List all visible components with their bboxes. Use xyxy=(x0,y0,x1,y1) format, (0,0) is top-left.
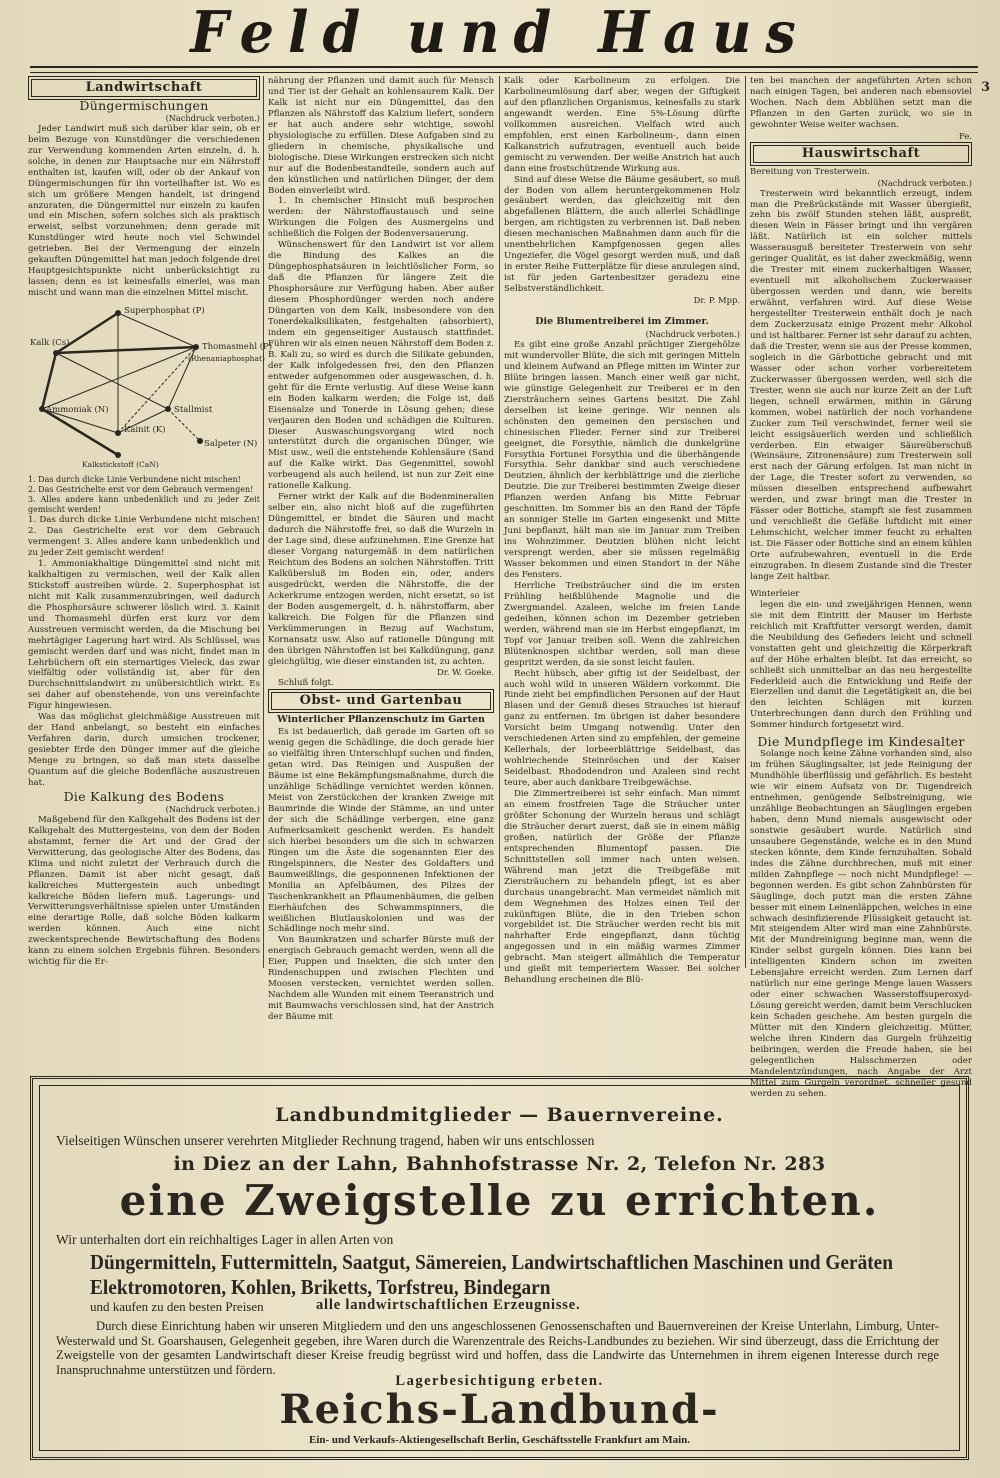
article-paragraph: Herrliche Treibsträucher sind die im ersten Frühling heißblühende Magnolie und die Zwergmandel. Azaleen, welche im freien Lande gedeihen, können schon im Dezember getrieben werden, während man sie im Herbst eingepflanzt, im Topf vor Januar treiben soll. Wenn die zahlreichen Blütenknospen sichtbar werden, soll man diese gespritzt werden, da sie sonst leicht faulen. xyxy=(504,580,740,668)
article-paragraph: Jeder Landwirt muß sich darüber klar sein, ob er beim Bezuge von Kunstdünger die verschiedenen zur Verwendung kommenden Arten einzeln, d. h. solche, in denen zur Hauptsache nur ein Nährstoff enthalten ist, kaufen will, oder ob der Ankauf von Düngermischungen für ihn vorteilhafter ist. Wo es sich um größere Mengen handelt, ist dringend anzuraten, die Düngermittel nur einzeln zu kaufen und ein Mischen, sofern solches sich als praktisch erweist, selbst vorzunehmen; denn gerade mit Kunstdünger wird heute noch viel Schwindel getrieben. Bei der Vermengung der einzeln gekauften Düngemittel hat man jedoch folgende drei Hauptgesichtspunkte nicht unberücksichtigt zu lassen; denn es ist keinesfalls einerlei, was man mischt und wann man die einzelnen Mittel mischt. xyxy=(28,123,260,299)
reprint-note: (Nachdruck verboten.) xyxy=(645,329,740,340)
article-title: Bereitung von Tresterwein. xyxy=(750,166,870,177)
advertisement-frame xyxy=(39,1085,960,1451)
label-kalkstickstoff: Kalkstickstoff (CaN) xyxy=(82,460,159,470)
ad-company-name: Reichs-Landbund- xyxy=(279,1386,720,1433)
column-divider xyxy=(499,76,500,968)
diagram-legend: 3. Alles andere kann unbedenklich und zu jeder Zeit gemischt werden! xyxy=(28,495,260,515)
label-thomasmehl: Thomasmehl (P) xyxy=(202,342,273,353)
label-kalk: Kalk (Cs) xyxy=(30,338,70,349)
reprint-note: (Nachdruck verboten.) xyxy=(165,803,260,814)
masthead-rule xyxy=(30,66,978,73)
ad-product-list: Düngermitteln, Futtermitteln, Saatgut, Sämereien, Landwirtschaftlichen Maschinen und Geräten xyxy=(90,1250,893,1274)
article-paragraph: Tresterwein wird bekanntlich erzeugt, indem man die Preßrückstände mit Wasser übergießt, zehn bis zwölf Stunden stehen läßt, auspreßt, diesen Wein in Fässer bringt und ihn vergären läßt. Natürlich ist ein solcher mittels Wasserausguß bereiteter Tresterwein von sehr geringer Qualität, es ist daher zweckmäßig, wenn die Trester mit einem zuckerhaltigen Wasser, eventuell mit alkoholischem Zuckerwasser übergossen werden und dann, wie bereits erwähnt, verfahren wird. Auf diese Weise hergestellter Tresterwein enthält doch je nach dem Zuckerzusatz einige Prozent mehr Alkohol und ist haltbarer. Ferner ist sehr darauf zu achten, daß die Trester, wenn sie aus der Presse kommen, sogleich in die Gärbottiche gebracht und mit Wasser oder schon vorher vorbereitetem Zuckerwasser übergossen werden, weil sich die Trester, wenn sie auch nur kurze Zeit an der Luft liegen, schnell erwärmen, mithin in Gärung kommen, wobei natürlich der noch vorhandene Zucker zum Teil verschwindet, ferner weil sie leicht essigsäuerlich werden und schließlich verderben. Ein etwaiger Säureüberschuß (Weinsäure, Zitronensäure) zum Tresterwein soll erst nach der Gärung erfolgen. Ist man nicht in der Lage, die Trester sofort zu verwenden, so müssen dieselben entsprechend aufbewahrt werden, und zwar bringt man die Trester in Fässer oder Bottiche, stampft sie fest zusammen und verschließt die Gefäße luftdicht mit einer Lehmschicht, welcher immer feucht zu erhalten ist. Die Fässer oder Bottiche sind an einem kühlen Orte aufzubewahren, eventuell in die Erde einzugraben. In diesem Zustande sind die Trester lange Zeit haltbar. xyxy=(750,188,972,582)
article-paragraph: Es gibt eine große Anzahl prächtiger Ziergehölze mit wundervoller Blüte, die sich mit geringen Mitteln und kleinem Aufwand an Pflege mitten im Winter zur Blüte bringen lassen. Manch einer weiß gar nicht, wie günstige Gelegenheit zur Treiberei er in den Ziersträuchern seines Gartens besitzt. Die Zahl derselben ist keine geringe. Wir nennen als schönsten den gemeinen den persischen und chinesischen Flieder. Ferner sind zur Treiberei geeignet, die Forsythie, nämlich die dunkelgrüne Forsythia Fortunei Forsythia und die überhängende Forsythia. Sehr dankbar sind auch verschiedene Deutzien, ähnlich der kerbblättrige und die zierliche Deutzie. Die zur Treiberei bestimmten Zweige dieser Pflanzen werden Anfang bis Mitte Februar geschnitten. Im Sommer bis an den Rand der Töpfe an sonniger Stelle im Garten eingesenkt und Mitte Juni bepflanzt, hält man sie im Januar zum Treiben ins Wohnzimmer. Deutzien blühen nicht leicht versprengt werden, aber sie müssen regelmäßig Wasser bekommen und einen Standort in der Nähe des Fensters. xyxy=(504,339,740,580)
article-paragraph: Es ist bedauerlich, daß gerade im Garten oft so wenig gegen die Schädlinge, die doch gerade hier so vielfältig ihren Unterschlupf suchen und finden, getan wird. Das Reinigen und Auspußen der Bäume ist eine Bekämpfungsmaßnahme, durch die unzählige Schädlinge vernichtet werden können. Meist von Zerstückchen der kranken Zweige mit Baumrinde die Winde der Stämme, an und unter der sich die Schädlinge verbergen, eine ganz Aufmerksamkeit geschenkt werden. Es handelt sich hierbei besonders um die sich in schwarzen Ringen um die Äste die sogenannten Eier des Ringelspinners, die Nester des Goldafters und Baumweißlings, die gesponnenen Infektionen der Monilia an Apfelbäumen, des Pilzes der Taschenkrankheit an Pflaumenbäumen, die gelben Eierhäufchen des Schwammspinners, die weißlichen Blutlauskolonien und was der Schädlinge noch mehr sind. xyxy=(268,727,494,935)
author-signature: Dr. W. Goeke. xyxy=(437,667,494,678)
label-superphosphat: Superphosphat (P) xyxy=(124,306,205,317)
section-heading-landwirtschaft: Landwirtschaft xyxy=(31,79,257,97)
label-kainit: Kainit (K) xyxy=(124,425,166,436)
section-heading-obst-gartenbau: Obst- und Gartenbau xyxy=(271,692,491,710)
article-paragraph: legen die ein- und zweijährigen Hennen, wenn sie mit dem Eintritt der Mauser im Herbste reichlich mit Kraftfutter versorgt werden, damit die Neubildung des Gefieders leicht und schnell vonstatten geht und gleichzeitig die Körperkraft auf der Höhe erhalten bleibt. Ist das erreicht, so schließt sich unmittelbar an das neu hergestellte Federkleid auch die Entwicklung und Reife der Eierzellen und damit die Legetätigkeit an, die bei den leichten Schlägen mit kurzen Unterbrechungen dann durch den Frühling und Sommer hindurch fortgesetzt wird. xyxy=(750,599,972,731)
rules-text: 1. Das durch dicke Linie Verbundene nicht mischen! 2. Das Gestrichelte erst vor dem Gebrauch vermengen! 3. Alles andere kann unbedenklich und zu jeder Zeit gemischt werden! xyxy=(28,515,260,558)
article-paragraph: 1. Ammoniakhaltige Düngemittel sind nicht mit kalkhaltigen zu vermischen, weil der Kalk allen Stickstoff austreiben würde. 2. Superphosphat ist nicht mit Kalk zusammenzubringen, weil dadurch die Phosphorsäure schwerer löslich wird. 3. Kainit und Thomasmehl dürfen erst kurz vor dem Ausstreuen vermischt werden, da die Mischung bei mehrtägiger Lagerung hart wird. Als Schlüssel, was gemischt werden darf und was nicht, findet man in Lehrbüchern oft ein sternartiges Vieleck, das zwar vielfältig oder vollständig ist, aber für den Durchschnittslandwirt zu unübersichtlich wirkt. Es sei daher auf obenstehende, von uns vereinfachte Figur hingewiesen. xyxy=(28,558,260,712)
article-title: Winterlicher Pflanzenschutz im Garten xyxy=(277,714,485,726)
column-4 xyxy=(750,76,973,1099)
article-paragraph: Solange noch keine Zähne vorhanden sind, also im frühen Säuglingsalter, ist jede Reinigung der Mundhöhle überflüssig und gefährlich. Es besteht wie wir einem Aufsatz von Dr. Tugendreich entnehmen, genügende Selbstreinigung, wie unzählige Beobachtungen an Säuglingen ergeben haben, denn Mund niemals ausgewischt oder sonstwie gesäubert wurde. Natürlich sind unsaubere Gegenstände, welche es in den Mund stecken könnte, dem Kinde fernzuhalten. Sobald indes die Zähne durchbrechen, muß mit einer milden Zahnpflege — noch nicht Mundpflege! — begonnen werden. Es gibt schon Zahnbürsten für Säuglinge, doch putzt man die ersten Zähne besser mit einem Leinenläppchen, welches in eine schwach desinfizierende Flüssigkeit getaucht ist. Mit steigendem Alter wird man eine Zahnbürste. Mit der Mundreinigung beginne man, wenn die Kinder selbst gurgeln können. Dies kann bei intelligenten Kindern schon im zweiten Lebensjahre erreicht werden. Zum Lernen darf natürlich nur eine geringe Menge lauen Wassers oder einer schwachen Wasserstoffsuperoxyd-Lösung gereicht werden, damit beim Verschlucken kein Schaden geschehe. Am besten gurgeln die Mütter mit den Kindern gleichzeitig. Mütter, welche ihren Kindern das Gurgeln frühzeitig beibringen, werden die Freude haben, sie bei gelegentlichen Halsschmerzen oder Mandelentzündungen, nach Angabe der Arzt Mittel zum Gurgeln verordnet, schneller gesund werden zu sehen. xyxy=(750,749,973,1099)
column-divider xyxy=(263,76,264,968)
column-3 xyxy=(504,76,740,986)
diagram-legend: 1. Das durch dicke Linie Verbundene nicht mischen! xyxy=(28,475,241,485)
article-paragraph: ten bei manchen der angeführten Arten schon nach einigen Tagen, bei anderen nach ebensoviel Wochen. Nach dem Abblühen setzt man die Pflanzen in den Garten zurück, wo sie in gewohnter Weise weiter wachsen. xyxy=(750,76,972,130)
label-ammoniak: Ammoniak (N) xyxy=(46,405,109,416)
column-1 xyxy=(28,76,273,968)
ad-product-list: Elektromotoren, Kohlen, Briketts, Torfstreu, Bindegarn xyxy=(90,1275,551,1299)
reprint-note: (Nachdruck verboten.) xyxy=(165,112,260,123)
masthead-title: Feld und Haus xyxy=(190,0,810,66)
ad-company-subtitle: Ein- und Verkaufs-Aktiengesellschaft Berlin, Geschäftsstelle Frankfurt am Main. xyxy=(308,1434,691,1446)
article-title: Winterleier xyxy=(750,588,800,599)
column-divider xyxy=(745,76,746,968)
section-heading-hauswirtschaft: Hauswirtschaft xyxy=(753,145,969,163)
label-salpeter: Salpeter (N) xyxy=(204,439,258,450)
reprint-note: (Nachdruck verboten.) xyxy=(877,177,972,188)
article-title: Die Kalkung des Bodens xyxy=(63,788,225,804)
masthead xyxy=(0,0,1000,64)
diagram-legend: 2. Das Gestrichelte erst vor dem Gebrauch vermengen! xyxy=(28,485,254,495)
ad-emphasis: alle landwirtschaftlichen Erzeugnisse. xyxy=(316,1297,581,1313)
author-signature: Fe. xyxy=(959,130,972,141)
article-title: Die Mundpflege im Kindesalter xyxy=(757,734,965,750)
article-paragraph: Kalk oder Karbolineum zu erfolgen. Die Karbolineumlösung darf aber, wegen der Giftigkeit auf den pflanzlichen Organismus, keinesfalls zu stark angewandt werden. Eine 5%-Lösung dürfte vollkommen ausreichen. Vielfach wird auch empfohlen, erst einen Karbolineum-, dann einen Kalkanstrich aufzutragen, eventuell auch beide gemischt zu verwenden. Der weiße Anstrich hat auch dann eine frostschützende Wirkung aus. xyxy=(504,76,740,174)
ad-body-text: Durch diese Einrichtung haben wir unseren Mitgliedern und den uns angeschlossenen Genossenschaften und Bauernvereinen der Kreise Unterlahn, Limburg, Unter-Westerwald und St. Goarshausen, Gelegenheit gegeben, ihre Waren durch die Warenzentrale des Reichs-Landbundes zu beziehen. Wir sind überzeugt, dass die Errichtung der Zweigstelle von der gesamten Landwirtschaft dieser Kreise freudig begrüsst wird und hoffen, dass die Landwirte das Unternehmen in ihrem eigenen Interesse durch rege Inanspruchnahme unterstützen und fördern. xyxy=(56,1319,939,1377)
column-2 xyxy=(268,76,494,1023)
ad-headline: Landbundmitglieder — Bauernvereine. xyxy=(275,1104,724,1126)
article-paragraph: nährung der Pflanzen und damit auch für Mensch und Tier ist der Gehalt an kohlensaurem Kalk. Der Kalk ist nicht nur ein Düngemittel, das den Pflanzen als Nährstoff das Kalzium liefert, sondern er hat auch andere sehr wichtige, sowohl physiologische zu erfüllen. Diese Aufgaben sind zu gliedern in chemische, physikalische und biologische. Diese Wirkungen erstrecken sich nicht nur auf die Bodenbestandteile, sondern auch auf den künstlichen und natürlichen Dünger, der dem Boden einverleibt wird. xyxy=(268,76,494,196)
article-paragraph: 1. In chemischer Hinsicht muß besprochen werden: der Nährstoffaustausch und seine Wirkungen die Folgen des Ausmergelns und schließlich die Folgen der Bodenversauerung. xyxy=(268,196,494,240)
ad-text: Vielseitigen Wünschen unserer verehrten Mitglieder Rechnung tragend, haben wir uns entschlossen xyxy=(56,1133,595,1148)
author-signature: Dr. P. Mpp. xyxy=(693,295,740,306)
article-paragraph: Recht hübsch, aber giftig ist der Seidelbast, der auch wohl wild in unseren Wäldern vorkommt. Die Rinde zieht bei empfindlichen Personen auf der Haut Blasen und der Genuß dieses Strauches ist hierauf ganz zu entfernen. Im übrigen ist daher besondere Vorsicht beim Umgang notwendig. Unter den verschiedenen Arten sind zu empfehlen, der gemeine Kellerhals, der lorbeerblättrige Seidelbast, das wohlriechende Steinröschen und der Kaiser Seidelbast. Rhododendron und Azaleen sind recht teure, aber auch dankbare Treibgewächse. xyxy=(504,668,740,789)
ad-text: Wir unterhalten dort ein reichhaltiges Lager in allen Arten von xyxy=(56,1232,394,1247)
article-paragraph: Wünschenswert für den Landwirt ist vor allem die Bindung des Kalkes an die Düngephosphatsäuren in leichtlöslicher Form, so daß die Pflanzen für längere Zeit die Phosphorsäure zur Verfügung haben. Aber außer diesem Phosphordünger werden noch andere Düngarten von dem Kalk, insbesondere von den Tonerdekalksilikaten, festgehalten (absorbiert), indem ein gegenseitiger Austausch stattfindet. Führen wir als einen neuen Nährstoff dem Boden z. B. Kali zu, so wird es durch die Silikate gebunden, der Kalk infolgedessen frei, den den Pflanzen entweder aufgenommen oder ausgewaschen, d. h. geht für die Ernte verlustig. Auf diese Weise kann ein Boden kalkarm werden; die Folge ist, daß Eisensalze und Tonerde in Lösung gehen; diese verjauren den Boden und schädigen die Kulturen. Dieser Auswaschungsvorgang wird noch unterstützt durch die organischen Dünger, wie Mist usw., weil die entstehende Kohlensäure (Sand auf die Kalke wirkt. Das Gegenmittel, sowohl vorbeugend als auch heilend, ist nun zur Zeit eine rationelle Kalkung. xyxy=(268,240,494,492)
ad-emphasis: Lagerbesichtigung erbeten. xyxy=(395,1373,604,1389)
label-rhenania: (Rhenaniaphosphat) xyxy=(188,354,265,364)
fertilizer-mixing-diagram xyxy=(28,301,273,471)
label-stallmist: Stallmist xyxy=(174,405,213,416)
article-title: Die Blumentreiberei im Zimmer. xyxy=(535,316,709,328)
article-paragraph: Was das möglichst gleichmäßige Ausstreuen mit der Hand anbelangt, so besteht ein einfaches Verfahren darin, durch umsichen trockener, gesiebter Erde den Dünger immer auf die gleiche Menge zu bringen, so daß man stets dasselbe Quantum auf die gleiche Bodenfläche auszustreuen hat. xyxy=(28,712,260,788)
continuation-note: Schluß folgt. xyxy=(278,678,334,689)
article-paragraph: Die Zimmertreiberei ist sehr einfach. Man nimmt an einem frostfreien Tage die Sträucher unter größter Schonung der Wurzeln heraus und schlägt die Sträucher derart zuerst, daß sie in einem mäßig großen, natürlich der Größe der Pflanze entsprechenden Blumentopf passen. Die Schnittstellen soll immer nach unten weisen. Während man jetzt die Treibgefäße mit Ziersträuchern zu behandeln pflegt, ist es aber durchaus unangebracht. Man vermeidet nämlich mit dem Wegnehmen des Holzes einen Teil der zukünftigen Blüte, die in den Trieben schon vorgebildet ist. Die Sträucher werden recht bis mit nahrhafter Erde eingepflanzt, dann tüchtig angegossen und in ein mäßig warmes Zimmer gebracht. Man steigert allmählich die Temperatur und gießt mit temperiertem Wasser. Bei solcher Behandlung erscheinen die Blü- xyxy=(504,789,740,986)
ad-main-title: eine Zweigstelle zu errichten. xyxy=(119,1176,880,1225)
article-title: Düngermischungen xyxy=(79,97,209,113)
page-number: 3 xyxy=(980,80,990,95)
article-paragraph: Maßgebend für den Kalkgehalt des Bodens ist der Kalkgehalt des Muttergesteins, von dem der Boden abstammt, ferner die Art und der Grad der Verwitterung, das geologische Alter des Bodens, das Klima und nicht zuletzt der Verbrauch durch die Pflanzen. Damit ist aber nicht gesagt, daß kalkreiches Muttergestein auch unbedingt kalkreiche Böden liefern muß. Lagerungs- und Verwitterungsverhältnisse spielen unter Umständen eine derartige Rolle, daß solche Böden kalkarm werden können. Auch eine nicht zweckentsprechende Bewirtschaftung des Bodens kann zu einem solchen Ergebnis führen. Besonders wichtig für die Er- xyxy=(28,814,260,968)
article-paragraph: Sind auf diese Weise die Bäume gesäubert, so muß der Boden von allem heruntergekommenen Holz gesäubert werden, das gleichzeitig mit den abgefallenen Blättern, die auch allerlei Schädlinge bergen, am richtigsten zu verbrennen ist. Daß neben diesen mechanischen Maßnahmen dann auch für die unentbehrlichen Kampfgenossen gegen alles Ungeziefer, die Vögel gesorgt werden muß, und daß in erster Reihe Futterplätze für diese anzulegen sind, ist für jeden Gartenbesitzer geradezu eine Selbstverständlichkeit. xyxy=(504,174,740,295)
article-paragraph: Ferner wirkt der Kalk auf die Bodenmineralien selber ein, also nicht bloß auf die zugeführten Düngemittel, er bindet die Säuren und macht dadurch die Nährstoffe frei, so daß die Wurzeln in der Lage sind, diese aufzunehmen. Eine Grenze hat dieser Vorgang naturgemäß in dem natürlichen Reichtum des Bodens an solchen Nährstoffen. Tritt Kalkübersluß im Boden ein, oder, anders ausgedrückt, werden die Nährstoffe, die der Ackerkrume entzogen werden, nicht ersetzt, so ist der Boden ausgemergelt, d. h. nährstoffarm, aber kalkreich. Die Folgen für die Pflanzen sind Verkümmerungen in Bezug auf Wachstum, Kornansatz usw. Also auf rationelle Düngung mit den übrigen Nährstoffen ist bei Kalkdüngung, ganz gleichgültig, wie dieser einstanden ist, zu achten. xyxy=(268,492,494,667)
ad-address: in Diez an der Lahn, Bahnhofstrasse Nr. 2, Telefon Nr. 283 xyxy=(173,1153,826,1175)
ad-text: und kaufen zu den besten Preisen xyxy=(90,1299,264,1314)
advertisement-landbund xyxy=(30,1076,969,1460)
article-paragraph: Von Baumkratzen und scharfer Bürste muß der energisch Gebrauch gemacht werden, wenn all die Eier, Puppen und Insekten, die sich unter den Rindenschuppen und zwischen Flechten und Moosen verstecken, vernichtet werden sollen. Nachdem alle Wunden mit einem Teeranstrich und mit Baumwachs verschlossen sind, hat der Anstrich der Bäume mit xyxy=(268,935,494,1023)
